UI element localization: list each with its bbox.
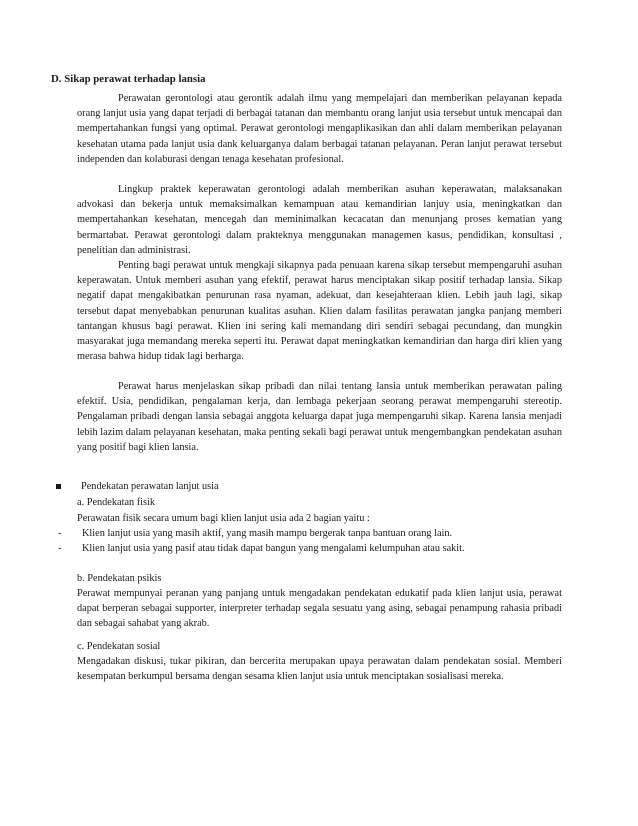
paragraph-practice-scope: Lingkup praktek keperawatan gerontologi adalah memberikan asuhan keperawatan, malaksanakan advokasi dan bekerja untuk memaksimalkan kemampuan atau kemandirian lanjuy usia, meningkatkan dan mempertahankan kesehatan, mencegah dan meminimalkan kecacatan dan menunjang proses kematian yang bermartabat. Perawat gerontologi dalam prakteknya menggunakan managemen kasus, pendidikan, konsultasi , penelitian dan administrasi. xyxy=(77,184,562,256)
list-item xyxy=(58,541,465,556)
subsection-title-psychological: b. Pendekatan psikis xyxy=(77,573,162,584)
section-heading: D. Sikap perawat terhadap lansia xyxy=(51,73,206,85)
dash-marker: - xyxy=(58,528,62,539)
list-item-text: Klien lanjut usia yang pasif atau tidak dapat bangun yang mengalami kelumpuhan atau sakit. xyxy=(82,543,465,554)
bullet-label: Pendekatan perawatan lanjut usia xyxy=(81,481,219,492)
dash-marker: - xyxy=(58,543,62,554)
list-item xyxy=(58,526,452,541)
list-item-text: Klien lanjut usia yang masih aktif, yang masih mampu bergerak tanpa bantuan orang lain. xyxy=(82,528,453,539)
paragraph-gerontology-definition: Perawatan gerontologi atau gerontik adalah ilmu yang mempelajari dan memberikan pelayanan kepada orang lanjut usia yang dapat terjadi di berbagai tatanan dan membantu orang lanjut usia tersebut untuk mencapai dan mempertahankan fungsi yang optimal. Perawat gerontologi mengaplikasikan dan ahli dalam memberikan pelayanan kesehatan utama pada lanjut usia dank keluarganya dalam berbagai tatanan pelayanan. Peran lanjut perawat tersebut independen dan kolaburasi dengan tenaga kesehatan profesional. xyxy=(77,93,562,165)
physical-intro: Perawatan fisik secara umum bagi klien lanjut usia ada 2 bagian yaitu : xyxy=(77,513,370,524)
subsection-title-physical: a. Pendekatan fisik xyxy=(77,497,156,508)
psychological-body: Perawat mempunyai peranan yang panjang untuk mengadakan pendekatan edukatif pada klien lanjut usia, perawat dapat berperan sebagai supporter, interpreter terhadap segala sesuatu yang asing, sebagai penampung rahasia pribadi dan sebagai sahabat yang akrab. xyxy=(77,588,562,630)
square-bullet-icon xyxy=(56,484,61,489)
subsection-title-social: c. Pendekatan sosial xyxy=(77,641,161,652)
paragraph-attitude-importance: Penting bagi perawat untuk mengkaji sikapnya pada penuaan karena sikap tersebut mempengaruhi asuhan keperawatan. Untuk memberi asuhan yang efektif, perawat harus menciptakan sikap positif terhadap lansia. Sikap negatif dapat mengakibatkan penurunan rasa nyaman, adekuat, dan kesejahteraan klien. Lebih jauh lagi, sikap tersebut dapat menyebabkan penurunan kualitas asuhan. Klien dalam fasilitas perawatan jangka panjang memberi tantangan khusus bagi perawat. Klien ini sering kali memandang diri sendiri sebagai pecundang, dan mungkin masyarakat juga memandang mereka seperti itu. Perawat dapat meningkatkan kemandirian dan harga diri klien yang merasa bahwa hidup tidak lagi berharga. xyxy=(77,260,562,363)
social-body: Mengadakan diskusi, tukar pikiran, dan bercerita merupakan upaya perawatan dalam pendekatan sosial. Memberi kesempatan berkumpul bersama dengan sesama klien lanjut usia untuk menciptakan sosialisasi mereka. xyxy=(77,656,562,683)
paragraph-personal-attitudes: Perawat harus menjelaskan sikap pribadi dan nilai tentang lansia untuk memberikan perawatan paling efektif. Usia, pendidikan, pengalaman kerja, dan lembaga pekerjaan seorang perawat mempengaruhi stereotip. Pengalaman pribadi dengan lansia sebagai anggota keluarga dapat juga mempengaruhi sikap. Karena lansia menjadi lebih lazim dalam pelayanan kesehatan, maka penting sekali bagi perawat untuk mengembangkan pendekatan asuhan yang positif bagi klien lansia. xyxy=(77,381,562,453)
